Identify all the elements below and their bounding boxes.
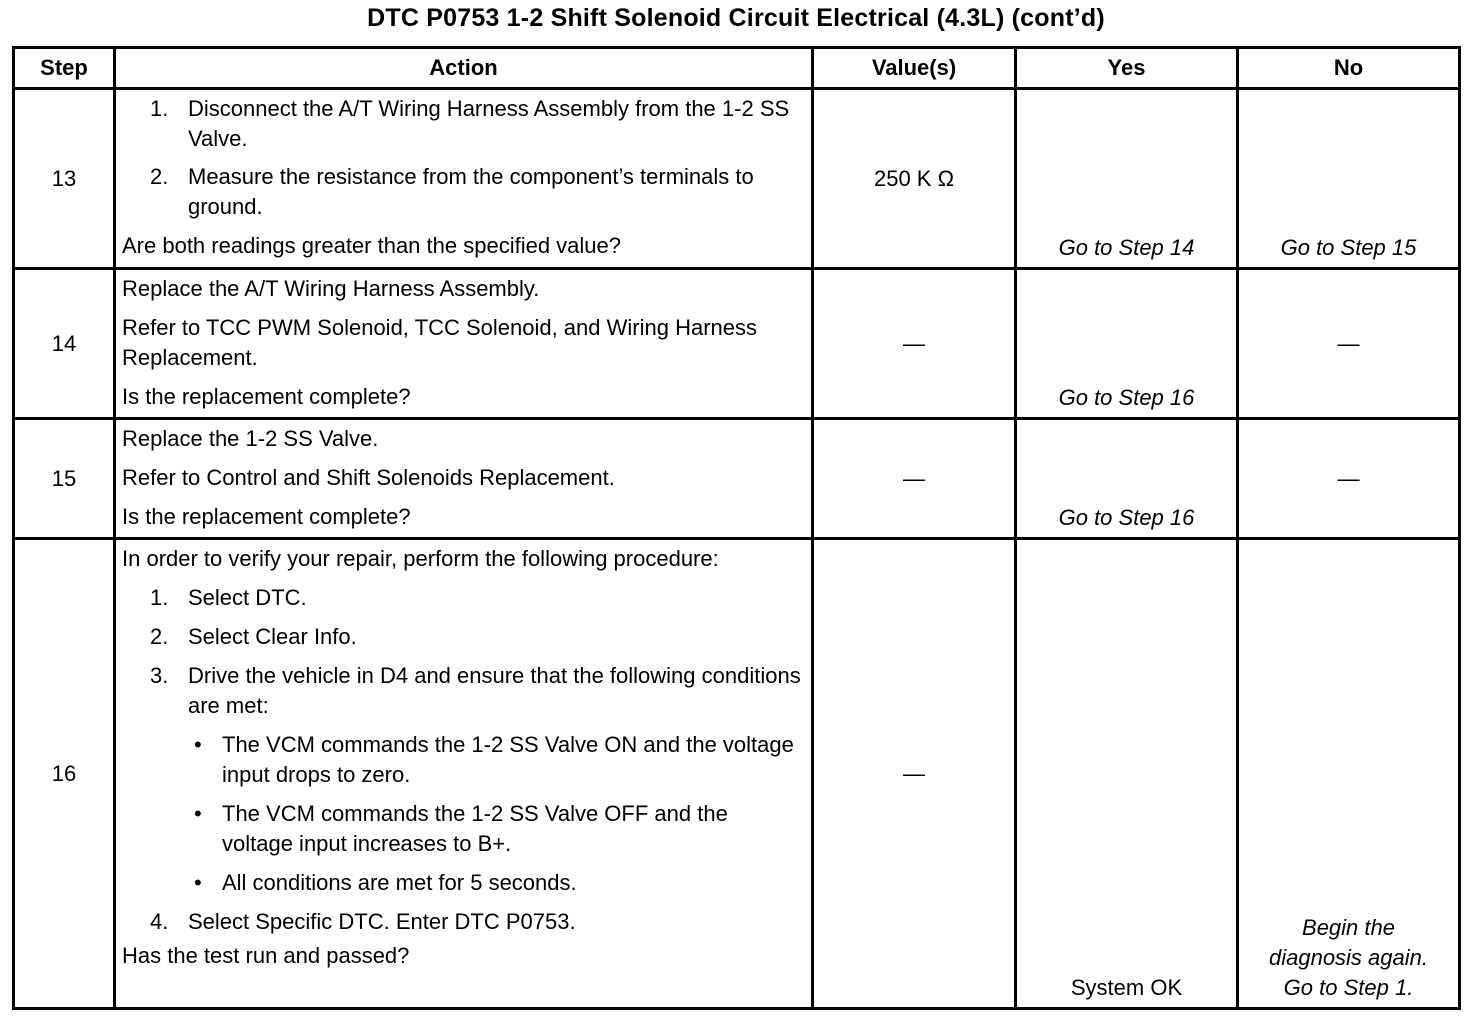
no-line: Go to Step 1. [1283, 975, 1414, 1000]
action-cell [115, 539, 813, 1009]
action-cell [115, 89, 813, 269]
value-cell: 250 K Ω [813, 89, 1016, 269]
action-line: Refer to Control and Shift Solenoids Replacement. [122, 465, 615, 490]
diagnostic-table [12, 46, 1461, 1010]
list-item: 2. Select Clear Info. [150, 624, 357, 649]
no-cell: — [1238, 269, 1460, 419]
header-no: No [1238, 48, 1460, 89]
action-question: Is the replacement complete? [122, 384, 411, 409]
step-number: 16 [14, 539, 115, 1009]
action-question: Are both readings greater than the specified value? [122, 233, 621, 258]
value-cell: — [813, 269, 1016, 419]
action-line: Refer to TCC PWM Solenoid, TCC Solenoid, and Wiring Harness Replacement. [122, 315, 757, 370]
action-line: Replace the 1-2 SS Valve. [122, 426, 379, 451]
bullet-item: • The VCM commands the 1-2 SS Valve ON and the voltage input drops to zero. [122, 730, 803, 790]
yes-cell: System OK [1016, 539, 1238, 1009]
action-question: Is the replacement complete? [122, 504, 411, 529]
step-number: 15 [14, 419, 115, 539]
header-action: Action [115, 48, 813, 89]
action-cell [115, 419, 813, 539]
value-cell: — [813, 419, 1016, 539]
list-item: 1. Select DTC. [150, 585, 307, 610]
list-item: 1. Disconnect the A/T Wiring Harness Assembly from the 1-2 SS Valve. [150, 96, 790, 151]
value-cell: — [813, 539, 1016, 1009]
table-row-step-13 [14, 89, 1460, 269]
no-cell: Go to Step 15 [1238, 89, 1460, 269]
step-number: 13 [14, 89, 115, 269]
action-question: Has the test run and passed? [122, 943, 410, 968]
action-cell [115, 269, 813, 419]
table-row-step-16 [14, 539, 1460, 1009]
bullet-icon: • [194, 801, 202, 826]
bullet-item: • All conditions are met for 5 seconds. [122, 868, 803, 898]
action-line: Replace the A/T Wiring Harness Assembly. [122, 276, 540, 301]
step-number: 14 [14, 269, 115, 419]
header-yes: Yes [1016, 48, 1238, 89]
no-line: Begin the [1302, 915, 1395, 940]
bullet-icon: • [194, 732, 202, 757]
header-row [14, 48, 1460, 89]
action-intro: In order to verify your repair, perform the following procedure: [122, 546, 719, 571]
table-row-step-14 [14, 269, 1460, 419]
list-item: 4. Select Specific DTC. Enter DTC P0753. [150, 909, 576, 934]
list-item: 2. Measure the resistance from the component’s terminals to ground. [150, 164, 754, 219]
no-cell: — [1238, 419, 1460, 539]
table-row-step-15 [14, 419, 1460, 539]
yes-cell: Go to Step 16 [1016, 419, 1238, 539]
bullet-item: • The VCM commands the 1-2 SS Valve OFF and the voltage input increases to B+. [122, 799, 803, 859]
header-values: Value(s) [813, 48, 1016, 89]
no-line: diagnosis again. [1268, 945, 1428, 970]
yes-cell: Go to Step 14 [1016, 89, 1238, 269]
yes-cell: Go to Step 16 [1016, 269, 1238, 419]
no-cell [1238, 539, 1460, 1009]
page-title: DTC P0753 1-2 Shift Solenoid Circuit Electrical (4.3L) (cont’d) [367, 4, 1105, 32]
header-step: Step [14, 48, 115, 89]
bullet-icon: • [194, 870, 202, 895]
list-item: 3. Drive the vehicle in D4 and ensure that the following conditions are met: [150, 663, 801, 718]
